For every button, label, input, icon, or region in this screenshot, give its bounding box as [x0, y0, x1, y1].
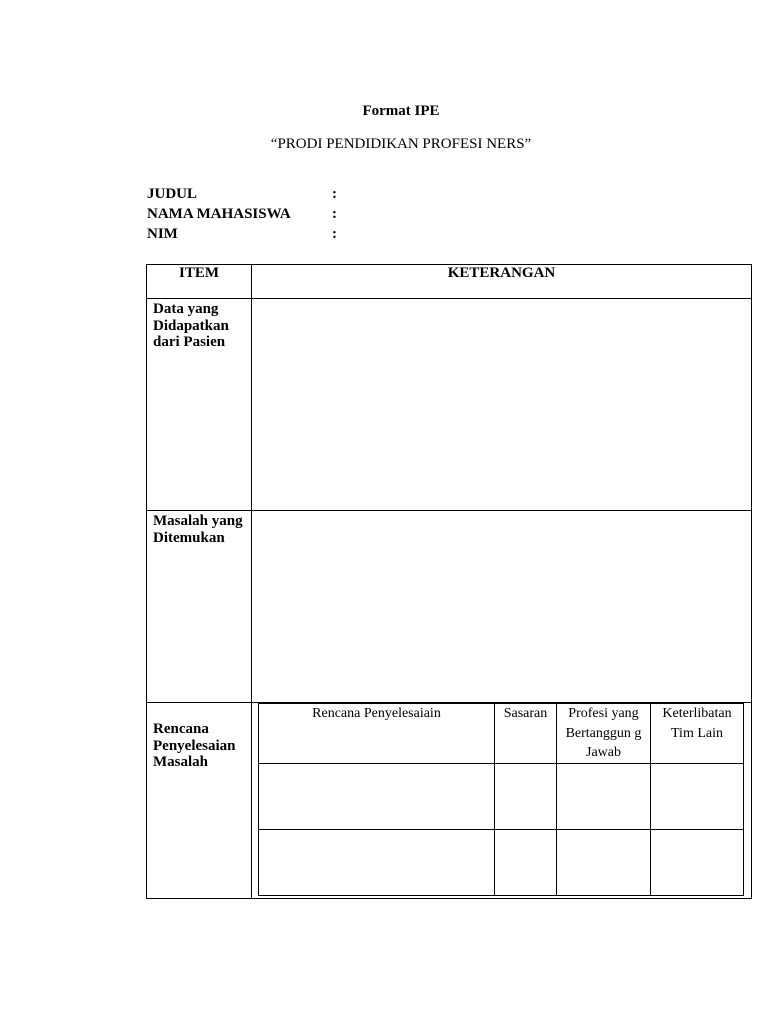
- plan-cell[interactable]: [651, 763, 744, 829]
- field-separator: :: [332, 206, 337, 222]
- field-separator: :: [332, 226, 337, 242]
- keterangan-cell-masalah[interactable]: [252, 511, 752, 703]
- row-item-masalah: Masalah yang Ditemukan: [147, 511, 252, 703]
- plan-header-sasaran: Sasaran: [495, 704, 557, 764]
- field-separator: :: [332, 186, 337, 202]
- document-title: Format IPE: [362, 103, 440, 119]
- plan-cell[interactable]: [557, 763, 651, 829]
- field-judul: [147, 186, 447, 206]
- row-item-rencana: Rencana Penyelesaian Masalah: [147, 703, 252, 899]
- field-label: JUDUL: [147, 186, 198, 202]
- ipe-table: [146, 264, 752, 899]
- header-item: ITEM: [147, 265, 252, 299]
- table-row: [147, 299, 752, 511]
- plan-cell[interactable]: [259, 829, 495, 895]
- field-nama-mahasiswa: [147, 206, 447, 226]
- plan-header-profesi: Profesi yang Bertanggun g Jawab: [557, 704, 651, 764]
- keterangan-cell-rencana: [252, 703, 752, 899]
- document-subtitle: “PRODI PENDIDIKAN PROFESI NERS”: [270, 136, 532, 152]
- row-item-data-pasien: Data yang Didapatkan dari Pasien: [147, 299, 252, 511]
- plan-header-row: [259, 704, 744, 764]
- plan-cell[interactable]: [651, 829, 744, 895]
- keterangan-cell-data-pasien[interactable]: [252, 299, 752, 511]
- plan-row: [259, 763, 744, 829]
- field-nim: [147, 226, 447, 246]
- plan-table: [258, 703, 744, 896]
- field-label: NIM: [147, 226, 178, 242]
- table-header-row: [147, 265, 752, 299]
- plan-cell[interactable]: [495, 763, 557, 829]
- table-row: [147, 703, 752, 899]
- plan-header-keterlibatan: Keterlibatan Tim Lain: [651, 704, 744, 764]
- plan-cell[interactable]: [557, 829, 651, 895]
- plan-cell[interactable]: [495, 829, 557, 895]
- plan-header-rencana: Rencana Penyelesaiain: [259, 704, 495, 764]
- plan-cell[interactable]: [259, 763, 495, 829]
- field-label: NAMA MAHASISWA: [147, 206, 291, 222]
- plan-row: [259, 829, 744, 895]
- table-row: [147, 511, 752, 703]
- header-keterangan: KETERANGAN: [252, 265, 752, 299]
